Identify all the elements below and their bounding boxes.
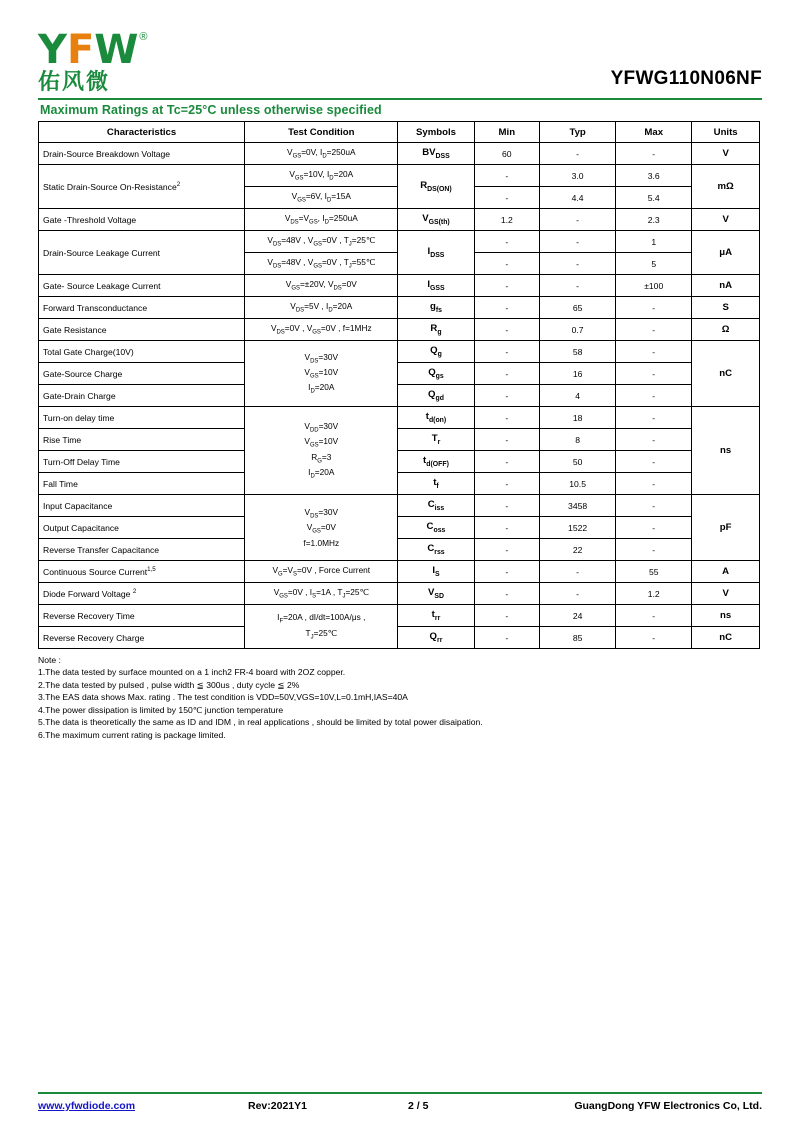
- cell-typ: -: [540, 209, 616, 231]
- footer-revision: Rev:2021Y1: [248, 1100, 307, 1112]
- cell-symbol: $I_{DSS}$: [398, 231, 474, 275]
- cell-unit: V: [692, 143, 760, 165]
- cell-symbol: $V_{GS(th)}$: [398, 209, 474, 231]
- cell-typ: -: [540, 275, 616, 297]
- note-item: 1.The data tested by surface mounted on a 1 inch2 FR-4 board with 2OZ copper.: [38, 667, 346, 678]
- cell-min: -: [474, 605, 540, 627]
- cell-characteristic: Output Capacitance: [39, 517, 245, 539]
- cell-characteristic: Gate-Source Charge: [39, 363, 245, 385]
- cell-max: -: [616, 451, 692, 473]
- cell-max: -: [616, 539, 692, 561]
- cell-typ: -: [540, 143, 616, 165]
- table-body: [39, 143, 760, 649]
- cell-test-condition: $V_{GS}=10V$, $I_D=20A$: [245, 165, 398, 187]
- footer-company-name: GuangDong YFW Electronics Co, Ltd.: [574, 1100, 762, 1112]
- cell-typ: 3458: [540, 495, 616, 517]
- cell-min: -: [474, 429, 540, 451]
- cell-min: -: [474, 539, 540, 561]
- notes-title: Note :: [38, 655, 61, 665]
- cell-min: -: [474, 583, 540, 605]
- cell-max: 2.3: [616, 209, 692, 231]
- cell-min: -: [474, 297, 540, 319]
- cell-symbol: $g_{fs}$: [398, 297, 474, 319]
- cell-test-condition: $V_G=V_S=0V$ , Force Current: [245, 561, 398, 583]
- col-max: Max: [616, 122, 692, 143]
- cell-max: 1.2: [616, 583, 692, 605]
- cell-characteristic: Total Gate Charge(10V): [39, 341, 245, 363]
- specifications-table: [38, 121, 760, 649]
- cell-characteristic: Static Drain-Source On-Resistance$^2$: [39, 165, 245, 209]
- cell-unit: nA: [692, 275, 760, 297]
- cell-unit: mΩ: [692, 165, 760, 209]
- cell-min: -: [474, 187, 540, 209]
- cell-min: -: [474, 495, 540, 517]
- cell-symbol: $C_{rss}$: [398, 539, 474, 561]
- cell-min: 1.2: [474, 209, 540, 231]
- cell-unit: μA: [692, 231, 760, 275]
- cell-min: -: [474, 275, 540, 297]
- cell-min: -: [474, 517, 540, 539]
- cell-min: -: [474, 363, 540, 385]
- cell-test-condition: $V_{GS}=0V$ , $I_S=1A$ , $T_J=25℃$: [245, 583, 398, 605]
- cell-max: -: [616, 385, 692, 407]
- cell-characteristic: Drain-Source Leakage Current: [39, 231, 245, 275]
- cell-max: -: [616, 429, 692, 451]
- cell-characteristic: Gate- Source Leakage Current: [39, 275, 245, 297]
- cell-max: 3.6: [616, 165, 692, 187]
- cell-symbol: $R_{DS(ON)}$: [398, 165, 474, 209]
- col-units: Units: [692, 122, 760, 143]
- cell-symbol: $t_{rr}$: [398, 605, 474, 627]
- cell-unit: nC: [692, 341, 760, 407]
- cell-test-condition: $V_{DS}=0V$ , $V_{GS}=0V$ , f=1MHz: [245, 319, 398, 341]
- table-row: [39, 363, 760, 385]
- cell-typ: -: [540, 253, 616, 275]
- cell-characteristic: Rise Time: [39, 429, 245, 451]
- cell-symbol: $Q_{gd}$: [398, 385, 474, 407]
- cell-max: 1: [616, 231, 692, 253]
- cell-symbol: $C_{oss}$: [398, 517, 474, 539]
- cell-typ: 10.5: [540, 473, 616, 495]
- cell-max: 55: [616, 561, 692, 583]
- cell-characteristic: Turn-on delay time: [39, 407, 245, 429]
- cell-symbol: $Q_{gs}$: [398, 363, 474, 385]
- table-row: [39, 385, 760, 407]
- cell-unit: S: [692, 297, 760, 319]
- cell-max: 5.4: [616, 187, 692, 209]
- table-row: [39, 165, 760, 187]
- cell-symbol: $T_r$: [398, 429, 474, 451]
- header-divider: [38, 98, 762, 100]
- logo-letter-f: F: [66, 27, 95, 73]
- cell-symbol: $V_{SD}$: [398, 583, 474, 605]
- cell-max: 5: [616, 253, 692, 275]
- cell-min: -: [474, 451, 540, 473]
- notes-block: [38, 654, 762, 741]
- cell-symbol: $t_f$: [398, 473, 474, 495]
- cell-min: 60: [474, 143, 540, 165]
- footer-divider: [38, 1092, 762, 1094]
- table-row: [39, 407, 760, 429]
- cell-max: -: [616, 517, 692, 539]
- cell-characteristic: Drain-Source Breakdown Voltage: [39, 143, 245, 165]
- cell-typ: 58: [540, 341, 616, 363]
- table-row: [39, 429, 760, 451]
- cell-typ: -: [540, 231, 616, 253]
- table-row: [39, 561, 760, 583]
- cell-max: -: [616, 143, 692, 165]
- cell-typ: 50: [540, 451, 616, 473]
- cell-typ: 65: [540, 297, 616, 319]
- cell-min: -: [474, 231, 540, 253]
- cell-unit: V: [692, 209, 760, 231]
- cell-typ: -: [540, 561, 616, 583]
- cell-typ: 8: [540, 429, 616, 451]
- cell-unit: V: [692, 583, 760, 605]
- table-row: [39, 539, 760, 561]
- table-row: [39, 583, 760, 605]
- col-characteristics: Characteristics: [39, 122, 245, 143]
- col-typ: Typ: [540, 122, 616, 143]
- cell-test-condition: $V_{DS}=5V$ , $I_D=20A$: [245, 297, 398, 319]
- table-row: [39, 231, 760, 253]
- col-symbols: Symbols: [398, 122, 474, 143]
- cell-max: -: [616, 341, 692, 363]
- cell-characteristic: Continuous Source Current$^{1,5}$: [39, 561, 245, 583]
- cell-characteristic: Forward Transconductance: [39, 297, 245, 319]
- table-row: [39, 209, 760, 231]
- table-row: [39, 605, 760, 627]
- cell-characteristic: Gate Resistance: [39, 319, 245, 341]
- cell-typ: 1522: [540, 517, 616, 539]
- cell-unit: ns: [692, 605, 760, 627]
- cell-max: -: [616, 319, 692, 341]
- note-item: 4.The power dissipation is limited by 150℃ junction temperature: [38, 704, 284, 715]
- table-row: [39, 341, 760, 363]
- footer-row: [38, 1100, 762, 1112]
- note-item: 5.The data is theoretically the same as ID and IDM , in real applications , should be limited by total power disaipation.: [38, 717, 483, 728]
- cell-typ: 4: [540, 385, 616, 407]
- cell-typ: 0.7: [540, 319, 616, 341]
- cell-max: -: [616, 605, 692, 627]
- part-number: YFWG110N06NF: [610, 68, 762, 89]
- table-header-row: [39, 122, 760, 143]
- cell-unit: nC: [692, 627, 760, 649]
- col-min: Min: [474, 122, 540, 143]
- table-row: [39, 627, 760, 649]
- cell-typ: -: [540, 583, 616, 605]
- note-item: 2.The data tested by pulsed , pulse width ≦ 300us , duty cycle ≦ 2%: [38, 679, 300, 690]
- cell-symbol: $t_{d(on)}$: [398, 407, 474, 429]
- cell-typ: 22: [540, 539, 616, 561]
- company-logo: [38, 27, 148, 95]
- cell-characteristic: Input Capacitance: [39, 495, 245, 517]
- registered-trademark-icon: ®: [139, 31, 148, 43]
- cell-typ: 85: [540, 627, 616, 649]
- cell-min: -: [474, 473, 540, 495]
- logo-letters: [38, 27, 148, 73]
- cell-test-condition: $V_{DS}=30V$ $V_{GS}=0V$ f=1.0MHz: [245, 495, 398, 561]
- cell-max: -: [616, 407, 692, 429]
- cell-test-condition: $V_{DS}=48V$ , $V_{GS}=0V$ , $T_J=25℃$: [245, 231, 398, 253]
- logo-letter-y: Y: [38, 27, 67, 73]
- cell-min: -: [474, 165, 540, 187]
- note-item: 6.The maximum current rating is package limited.: [38, 729, 226, 740]
- table-row: [39, 517, 760, 539]
- cell-min: -: [474, 319, 540, 341]
- footer-website-link[interactable]: www.yfwdiode.com: [38, 1100, 136, 1112]
- logo-letter-w: W: [94, 27, 139, 73]
- cell-unit: A: [692, 561, 760, 583]
- logo-chinese-name: 佑风微: [38, 70, 111, 95]
- cell-test-condition: $V_{GS}=6V$, $I_D=15A$: [245, 187, 398, 209]
- notes-list: [38, 666, 762, 741]
- cell-characteristic: Fall Time: [39, 473, 245, 495]
- table-row: [39, 275, 760, 297]
- cell-max: -: [616, 473, 692, 495]
- cell-typ: 18: [540, 407, 616, 429]
- cell-symbol: $BV_{DSS}$: [398, 143, 474, 165]
- cell-test-condition: $V_{DS}=30V$ $V_{GS}=10V$ $I_D=20A$: [245, 341, 398, 407]
- cell-characteristic: Gate -Threshold Voltage: [39, 209, 245, 231]
- cell-characteristic: Gate-Drain Charge: [39, 385, 245, 407]
- cell-symbol: $C_{iss}$: [398, 495, 474, 517]
- cell-min: -: [474, 385, 540, 407]
- cell-max: ±100: [616, 275, 692, 297]
- table-row: [39, 319, 760, 341]
- cell-min: -: [474, 407, 540, 429]
- page-footer: [38, 1092, 762, 1112]
- cell-min: -: [474, 627, 540, 649]
- col-test-condition: Test Condition: [245, 122, 398, 143]
- footer-page-number: 2 / 5: [408, 1100, 429, 1112]
- note-item: 3.The EAS data shows Max. rating . The test condition is VDD=50V,VGS=10V,L=0.1mH,IAS=40A: [38, 692, 408, 703]
- cell-test-condition: $V_{GS}=0V$, $I_D=250uA$: [245, 143, 398, 165]
- cell-symbol: $I_S$: [398, 561, 474, 583]
- cell-test-condition: $V_{GS}=\pm 20V$, $V_{DS}=0V$: [245, 275, 398, 297]
- cell-max: -: [616, 363, 692, 385]
- cell-test-condition: $V_{DS}=V_{GS}$, $I_D=250uA$: [245, 209, 398, 231]
- cell-characteristic: Reverse Recovery Time: [39, 605, 245, 627]
- cell-symbol: $Q_g$: [398, 341, 474, 363]
- table-row: [39, 451, 760, 473]
- cell-typ: 4.4: [540, 187, 616, 209]
- cell-typ: 16: [540, 363, 616, 385]
- table-row: [39, 473, 760, 495]
- cell-max: -: [616, 297, 692, 319]
- cell-test-condition: $I_F=20A$ , dI/dt=100A/μs , $T_J=25℃$: [245, 605, 398, 649]
- page-header: [38, 16, 762, 94]
- cell-test-condition: $V_{DD}=30V$ $V_{GS}=10V$ $R_G=3$ $I_D=20A$: [245, 407, 398, 495]
- cell-min: -: [474, 341, 540, 363]
- cell-typ: 24: [540, 605, 616, 627]
- cell-symbol: $t_{d(OFF)}$: [398, 451, 474, 473]
- section-title: Maximum Ratings at Tc=25°C unless otherwise specified: [40, 103, 382, 117]
- cell-test-condition: $V_{DS}=48V$ , $V_{GS}=0V$ , $T_J=55℃$: [245, 253, 398, 275]
- cell-max: -: [616, 627, 692, 649]
- cell-characteristic: Turn-Off Delay Time: [39, 451, 245, 473]
- cell-unit: ns: [692, 407, 760, 495]
- cell-unit: pF: [692, 495, 760, 561]
- cell-min: -: [474, 253, 540, 275]
- cell-characteristic: Reverse Recovery Charge: [39, 627, 245, 649]
- table-row: [39, 143, 760, 165]
- cell-characteristic: Diode Forward Voltage $^2$: [39, 583, 245, 605]
- cell-min: -: [474, 561, 540, 583]
- table-row: [39, 297, 760, 319]
- cell-characteristic: Reverse Transfer Capacitance: [39, 539, 245, 561]
- cell-symbol: $Q_{rr}$: [398, 627, 474, 649]
- cell-symbol: $I_{GSS}$: [398, 275, 474, 297]
- cell-max: -: [616, 495, 692, 517]
- cell-symbol: $R_g$: [398, 319, 474, 341]
- table-row: [39, 495, 760, 517]
- cell-unit: Ω: [692, 319, 760, 341]
- cell-typ: 3.0: [540, 165, 616, 187]
